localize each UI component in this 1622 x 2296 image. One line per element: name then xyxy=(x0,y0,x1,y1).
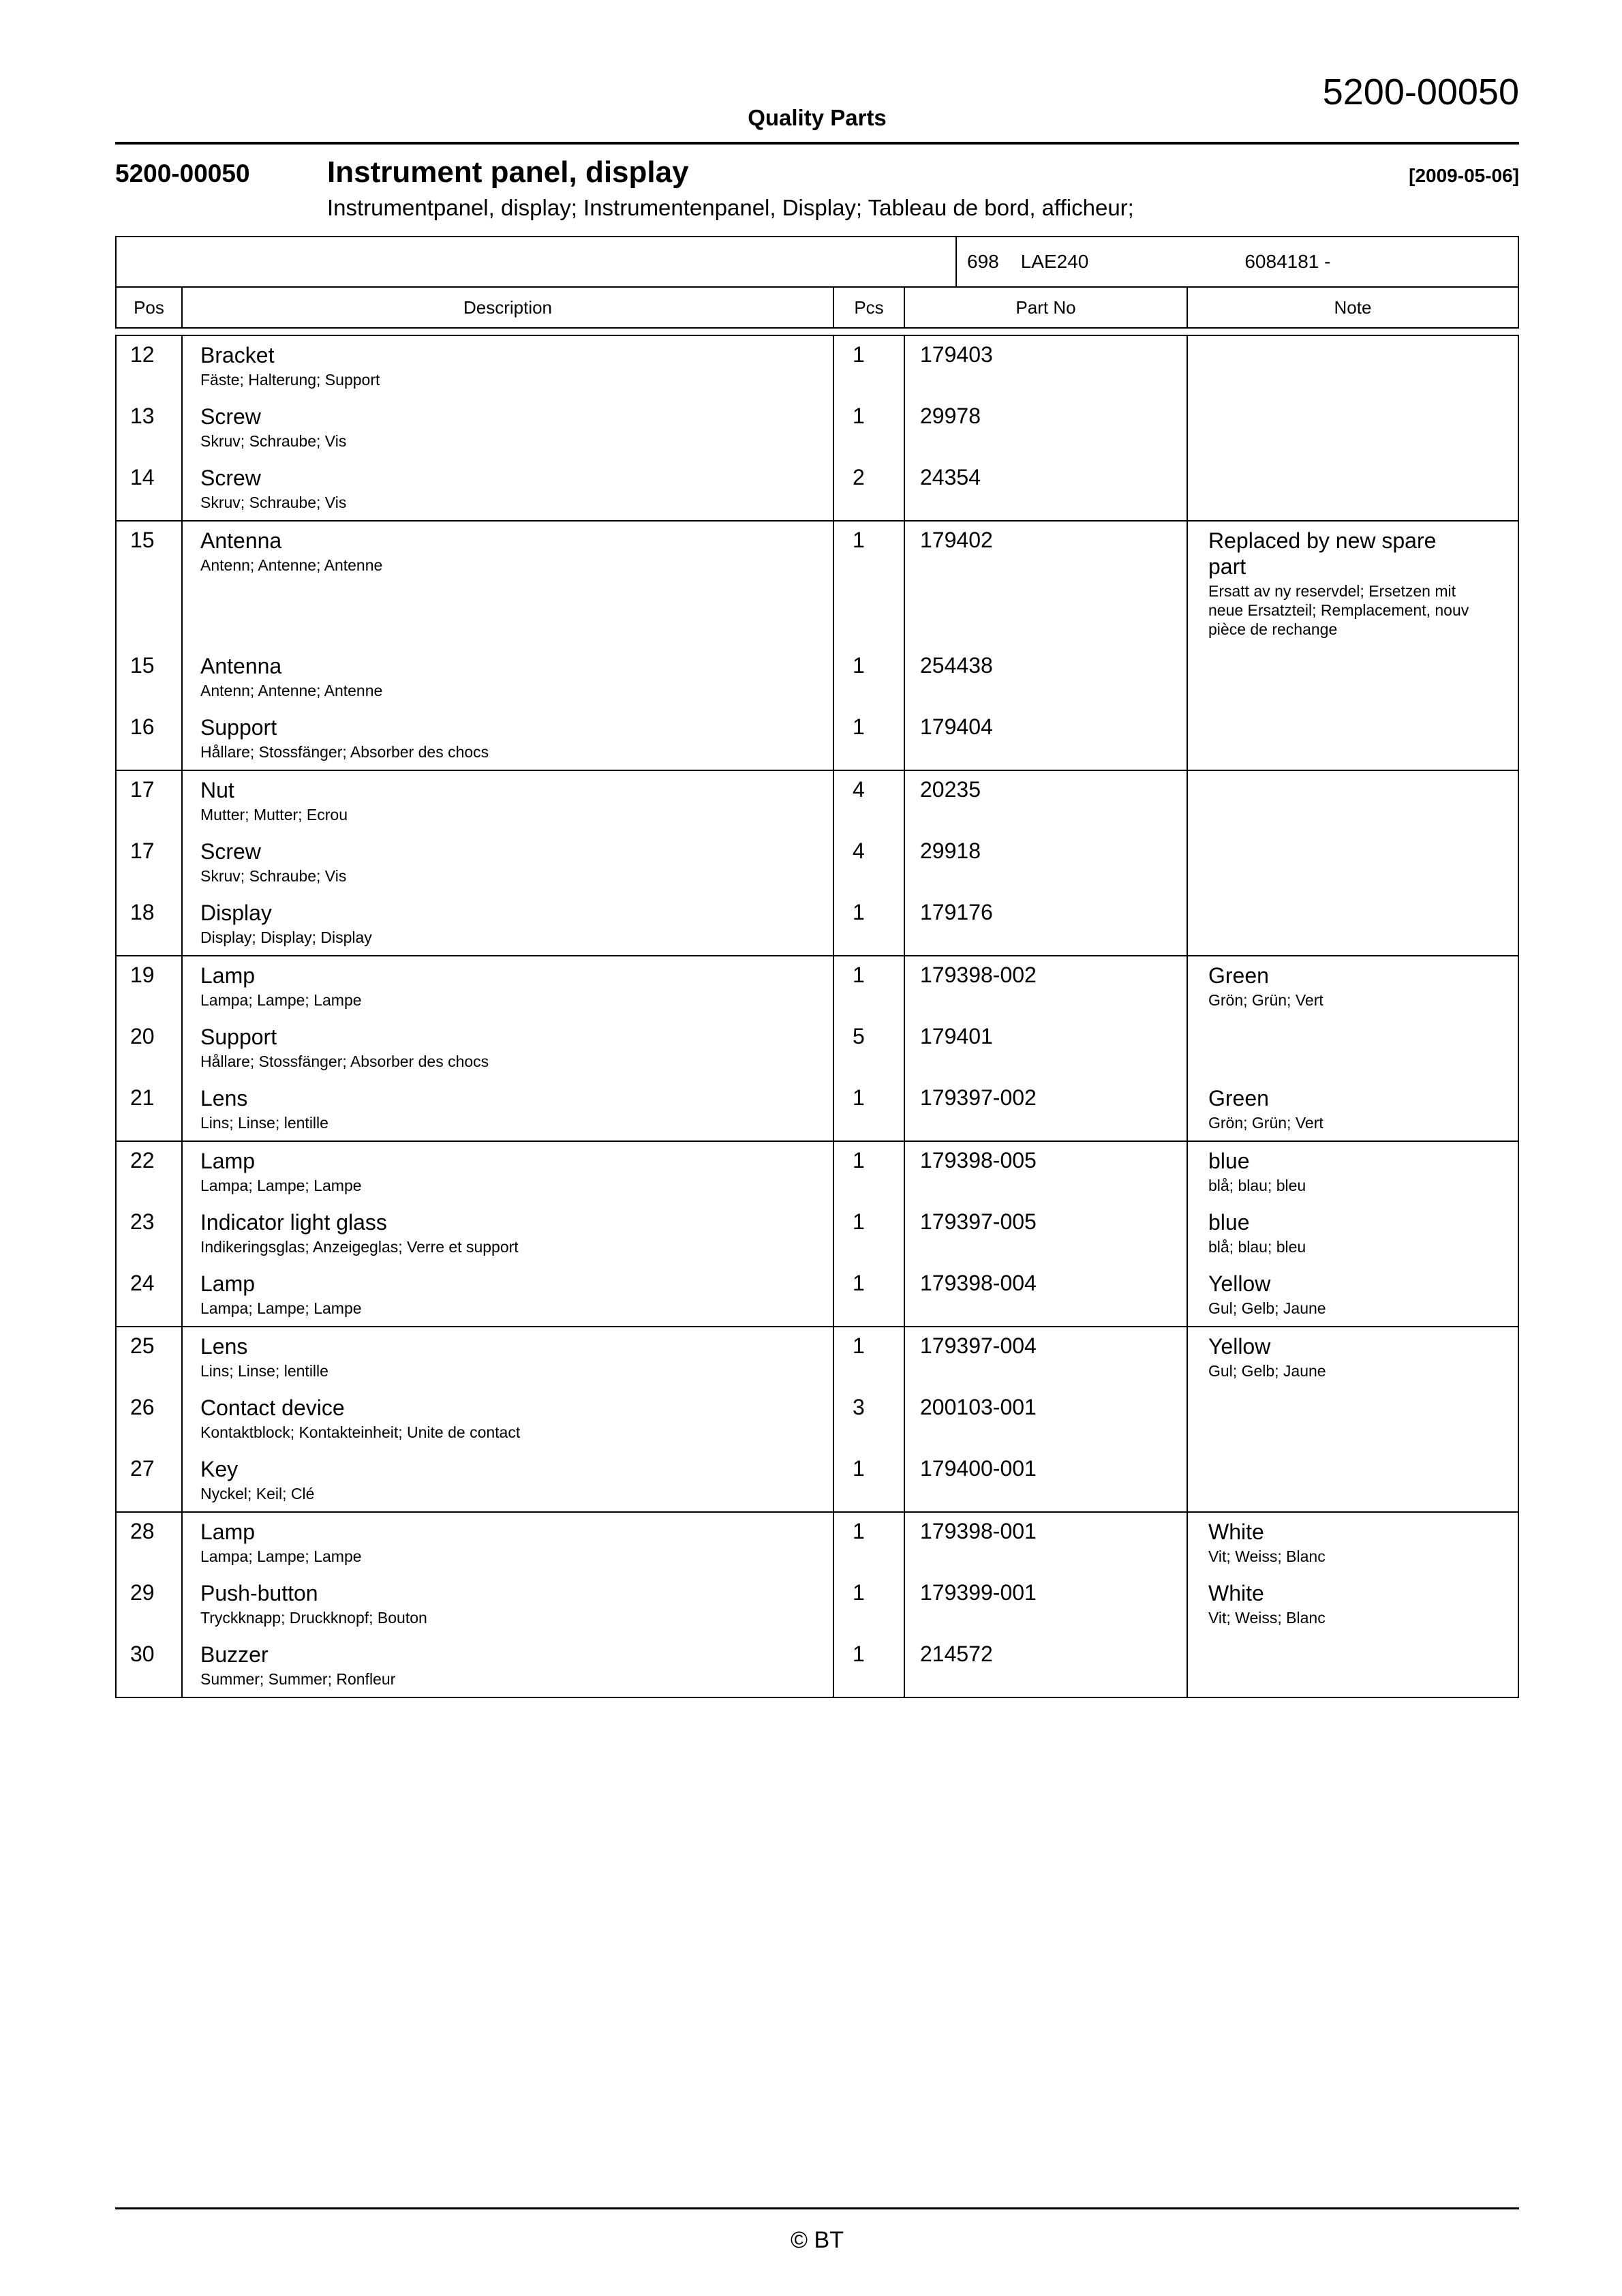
pos-cell: 16 xyxy=(117,708,183,770)
description-main: Key xyxy=(200,1457,239,1481)
table-row xyxy=(117,397,1518,459)
pcs-cell: 1 xyxy=(834,1574,905,1635)
description-sub: Skruv; Schraube; Vis xyxy=(200,494,347,511)
note-cell xyxy=(1188,708,1518,770)
description-sub: Nyckel; Keil; Clé xyxy=(200,1485,315,1502)
row-group xyxy=(117,1327,1518,1513)
pcs-cell: 1 xyxy=(834,1142,905,1203)
pos-cell: 29 xyxy=(117,1574,183,1635)
pcs-cell: 4 xyxy=(834,832,905,894)
table-row xyxy=(117,1327,1518,1389)
pos-cell: 24 xyxy=(117,1265,183,1326)
description-main: Antenna xyxy=(200,528,282,553)
partno-cell: 179399-001 xyxy=(905,1574,1188,1635)
note-cell xyxy=(1188,522,1518,647)
note-cell xyxy=(1188,1327,1518,1389)
table-row xyxy=(117,522,1518,647)
description-main: Screw xyxy=(200,466,261,490)
description-sub: Lampa; Lampe; Lampe xyxy=(200,1177,362,1194)
partno-cell: 29978 xyxy=(905,397,1188,459)
document-page xyxy=(115,0,1519,2296)
row-group xyxy=(117,522,1518,771)
table-row xyxy=(117,459,1518,520)
col-header-description: Description xyxy=(183,288,834,327)
description-main: Bracket xyxy=(200,343,275,367)
col-header-pos: Pos xyxy=(117,288,183,327)
partno-cell: 29918 xyxy=(905,832,1188,894)
note-main: Green xyxy=(1208,1086,1269,1111)
note-cell xyxy=(1188,336,1518,397)
partno-cell: 24354 xyxy=(905,459,1188,520)
pos-cell: 21 xyxy=(117,1079,183,1141)
description-sub: Hållare; Stossfänger; Absorber des chocs xyxy=(200,743,489,761)
description-cell xyxy=(183,1389,834,1450)
header-body-gap xyxy=(115,329,1519,335)
table-row xyxy=(117,1265,1518,1326)
pcs-cell: 1 xyxy=(834,708,905,770)
col-header-partno: Part No xyxy=(905,288,1188,327)
pos-cell: 26 xyxy=(117,1389,183,1450)
table-row xyxy=(117,1203,1518,1265)
row-group xyxy=(117,1513,1518,1697)
pos-cell: 17 xyxy=(117,832,183,894)
pcs-cell: 1 xyxy=(834,1513,905,1574)
note-main: blue xyxy=(1208,1210,1250,1235)
description-cell xyxy=(183,397,834,459)
description-sub: Lins; Linse; lentille xyxy=(200,1362,328,1380)
col-header-pcs: Pcs xyxy=(834,288,905,327)
description-main: Antenna xyxy=(200,654,282,678)
description-cell xyxy=(183,1327,834,1389)
table-row xyxy=(117,1018,1518,1079)
doc-number-header: 5200-00050 xyxy=(1322,72,1519,112)
description-cell xyxy=(183,1079,834,1141)
description-sub: Summer; Summer; Ronfleur xyxy=(200,1670,396,1688)
partno-cell: 179400-001 xyxy=(905,1450,1188,1511)
note-cell xyxy=(1188,1389,1518,1450)
description-cell xyxy=(183,1574,834,1635)
pcs-cell: 1 xyxy=(834,894,905,955)
note-cell xyxy=(1188,956,1518,1018)
description-main: Nut xyxy=(200,778,234,802)
meta-empty-cell xyxy=(117,237,957,286)
description-sub: Antenn; Antenne; Antenne xyxy=(200,556,383,574)
table-row xyxy=(117,956,1518,1018)
description-cell xyxy=(183,1203,834,1265)
footer-brand: © BT xyxy=(791,2227,844,2253)
partno-cell: 179398-004 xyxy=(905,1265,1188,1326)
note-cell xyxy=(1188,397,1518,459)
pos-cell: 14 xyxy=(117,459,183,520)
revision-date: [2009-05-06] xyxy=(1409,165,1519,186)
table-row xyxy=(117,1079,1518,1141)
note-cell xyxy=(1188,894,1518,955)
description-cell xyxy=(183,1513,834,1574)
parts-table xyxy=(115,236,1519,1698)
description-main: Lamp xyxy=(200,1149,256,1173)
page-header xyxy=(115,0,1519,145)
note-cell xyxy=(1188,771,1518,832)
description-cell xyxy=(183,1635,834,1697)
table-row xyxy=(117,336,1518,397)
partno-cell: 179398-002 xyxy=(905,956,1188,1018)
description-cell xyxy=(183,1450,834,1511)
pcs-cell: 1 xyxy=(834,956,905,1018)
pcs-cell: 1 xyxy=(834,397,905,459)
note-cell xyxy=(1188,1513,1518,1574)
note-cell xyxy=(1188,1203,1518,1265)
partno-cell: 179397-002 xyxy=(905,1079,1188,1141)
note-cell xyxy=(1188,1142,1518,1203)
description-cell xyxy=(183,522,834,647)
note-cell xyxy=(1188,1635,1518,1697)
note-cell xyxy=(1188,832,1518,894)
model-info-band xyxy=(117,237,1518,288)
page-title: Instrument panel, display xyxy=(327,155,689,189)
pos-cell: 17 xyxy=(117,771,183,832)
table-row xyxy=(117,1574,1518,1635)
note-cell xyxy=(1188,647,1518,708)
note-main: blue xyxy=(1208,1149,1250,1173)
pos-cell: 22 xyxy=(117,1142,183,1203)
pos-cell: 15 xyxy=(117,522,183,647)
note-main: Replaced by new spare part xyxy=(1208,528,1437,579)
note-main: Yellow xyxy=(1208,1271,1271,1296)
pcs-cell: 3 xyxy=(834,1389,905,1450)
pcs-cell: 1 xyxy=(834,336,905,397)
row-group xyxy=(117,956,1518,1142)
parts-table-body xyxy=(115,335,1519,1698)
note-main: White xyxy=(1208,1581,1264,1605)
description-cell xyxy=(183,894,834,955)
pcs-cell: 5 xyxy=(834,1018,905,1079)
pcs-cell: 1 xyxy=(834,522,905,647)
pcs-cell: 1 xyxy=(834,1265,905,1326)
description-sub: Lins; Linse; lentille xyxy=(200,1114,328,1132)
partno-cell: 179404 xyxy=(905,708,1188,770)
description-cell xyxy=(183,336,834,397)
partno-cell: 254438 xyxy=(905,647,1188,708)
row-group xyxy=(117,771,1518,956)
partno-cell: 179402 xyxy=(905,522,1188,647)
description-cell xyxy=(183,832,834,894)
table-row xyxy=(117,771,1518,832)
note-main: Yellow xyxy=(1208,1334,1271,1359)
description-cell xyxy=(183,771,834,832)
description-sub: Display; Display; Display xyxy=(200,928,372,946)
note-cell xyxy=(1188,459,1518,520)
table-row xyxy=(117,708,1518,770)
pos-cell: 15 xyxy=(117,647,183,708)
pos-cell: 30 xyxy=(117,1635,183,1697)
table-row xyxy=(117,1635,1518,1697)
page-footer xyxy=(115,2207,1519,2254)
description-cell xyxy=(183,459,834,520)
pcs-cell: 1 xyxy=(834,647,905,708)
description-main: Screw xyxy=(200,839,261,864)
description-sub: Mutter; Mutter; Ecrou xyxy=(200,806,348,824)
pcs-cell: 4 xyxy=(834,771,905,832)
description-main: Lamp xyxy=(200,1271,256,1296)
description-main: Lamp xyxy=(200,963,256,988)
description-sub: Lampa; Lampe; Lampe xyxy=(200,991,362,1009)
note-cell xyxy=(1188,1079,1518,1141)
note-sub: blå; blau; bleu xyxy=(1208,1238,1306,1256)
note-sub: Gul; Gelb; Jaune xyxy=(1208,1362,1326,1380)
pos-cell: 18 xyxy=(117,894,183,955)
pcs-cell: 1 xyxy=(834,1203,905,1265)
partno-cell: 179398-005 xyxy=(905,1142,1188,1203)
note-main: White xyxy=(1208,1520,1264,1544)
pos-cell: 23 xyxy=(117,1203,183,1265)
note-sub: Gul; Gelb; Jaune xyxy=(1208,1299,1326,1317)
description-sub: Kontaktblock; Kontakteinheit; Unite de contact xyxy=(200,1423,521,1441)
brand-header: Quality Parts xyxy=(748,105,887,130)
note-cell xyxy=(1188,1265,1518,1326)
note-sub: Vit; Weiss; Blanc xyxy=(1208,1547,1326,1565)
table-header-box xyxy=(115,236,1519,329)
pcs-cell: 2 xyxy=(834,459,905,520)
serial-range: 6084181 - xyxy=(1244,251,1331,272)
partno-cell: 179397-004 xyxy=(905,1327,1188,1389)
partno-cell: 179401 xyxy=(905,1018,1188,1079)
row-group xyxy=(117,336,1518,522)
description-sub: Skruv; Schraube; Vis xyxy=(200,432,347,450)
partno-cell: 179398-001 xyxy=(905,1513,1188,1574)
column-header-row xyxy=(117,288,1518,327)
description-sub: Skruv; Schraube; Vis xyxy=(200,867,347,885)
description-sub: Lampa; Lampe; Lampe xyxy=(200,1299,362,1317)
description-sub: Fäste; Halterung; Support xyxy=(200,371,380,389)
description-main: Indicator light glass xyxy=(200,1210,387,1235)
pos-cell: 27 xyxy=(117,1450,183,1511)
pcs-cell: 1 xyxy=(834,1635,905,1697)
note-sub: Ersatt av ny reservdel; Ersetzen mit neue Ersatzteil; Remplacement, nouv pièce de rechange xyxy=(1208,582,1469,638)
note-sub: Grön; Grün; Vert xyxy=(1208,991,1323,1009)
note-sub: blå; blau; bleu xyxy=(1208,1177,1306,1194)
description-sub: Tryckknapp; Druckknopf; Bouton xyxy=(200,1609,427,1627)
table-row xyxy=(117,1513,1518,1574)
table-row xyxy=(117,1142,1518,1203)
description-sub: Hållare; Stossfänger; Absorber des chocs xyxy=(200,1053,489,1070)
page-subtitle: Instrumentpanel, display; Instrumentenpanel, Display; Tableau de bord, afficheur; xyxy=(327,195,1134,220)
pcs-cell: 1 xyxy=(834,1450,905,1511)
description-main: Display xyxy=(200,901,272,925)
pos-cell: 20 xyxy=(117,1018,183,1079)
note-sub: Grön; Grün; Vert xyxy=(1208,1114,1323,1132)
pos-cell: 12 xyxy=(117,336,183,397)
description-main: Buzzer xyxy=(200,1642,269,1667)
note-main: Green xyxy=(1208,963,1269,988)
table-row xyxy=(117,1389,1518,1450)
description-cell xyxy=(183,1018,834,1079)
partno-cell: 214572 xyxy=(905,1635,1188,1697)
pos-cell: 25 xyxy=(117,1327,183,1389)
note-cell xyxy=(1188,1018,1518,1079)
description-main: Support xyxy=(200,715,277,740)
description-sub: Indikeringsglas; Anzeigeglas; Verre et support xyxy=(200,1238,519,1256)
description-main: Contact device xyxy=(200,1395,345,1420)
model-name: LAE240 xyxy=(1020,251,1089,272)
partno-cell: 179403 xyxy=(905,336,1188,397)
description-cell xyxy=(183,1265,834,1326)
description-cell xyxy=(183,1142,834,1203)
description-main: Screw xyxy=(200,404,261,429)
note-sub: Vit; Weiss; Blanc xyxy=(1208,1609,1326,1627)
partno-cell: 179397-005 xyxy=(905,1203,1188,1265)
description-cell xyxy=(183,708,834,770)
description-main: Push-button xyxy=(200,1581,318,1605)
partno-cell: 20235 xyxy=(905,771,1188,832)
table-row xyxy=(117,832,1518,894)
table-row xyxy=(117,894,1518,955)
title-block xyxy=(115,155,1519,221)
note-cell xyxy=(1188,1574,1518,1635)
partno-cell: 179176 xyxy=(905,894,1188,955)
description-main: Support xyxy=(200,1025,277,1049)
table-row xyxy=(117,1450,1518,1511)
partno-cell: 200103-001 xyxy=(905,1389,1188,1450)
pcs-cell: 1 xyxy=(834,1327,905,1389)
table-row xyxy=(117,647,1518,708)
description-main: Lens xyxy=(200,1086,248,1111)
pcs-cell: 1 xyxy=(834,1079,905,1141)
description-cell xyxy=(183,647,834,708)
col-header-note: Note xyxy=(1334,297,1372,318)
description-main: Lamp xyxy=(200,1520,256,1544)
description-main: Lens xyxy=(200,1334,248,1359)
pos-cell: 19 xyxy=(117,956,183,1018)
model-code: 698 xyxy=(967,251,999,272)
description-sub: Antenn; Antenne; Antenne xyxy=(200,682,383,699)
description-cell xyxy=(183,956,834,1018)
pos-cell: 13 xyxy=(117,397,183,459)
row-group xyxy=(117,1142,1518,1327)
title-code: 5200-00050 xyxy=(115,160,250,187)
note-cell xyxy=(1188,1450,1518,1511)
pos-cell: 28 xyxy=(117,1513,183,1574)
description-sub: Lampa; Lampe; Lampe xyxy=(200,1547,362,1565)
